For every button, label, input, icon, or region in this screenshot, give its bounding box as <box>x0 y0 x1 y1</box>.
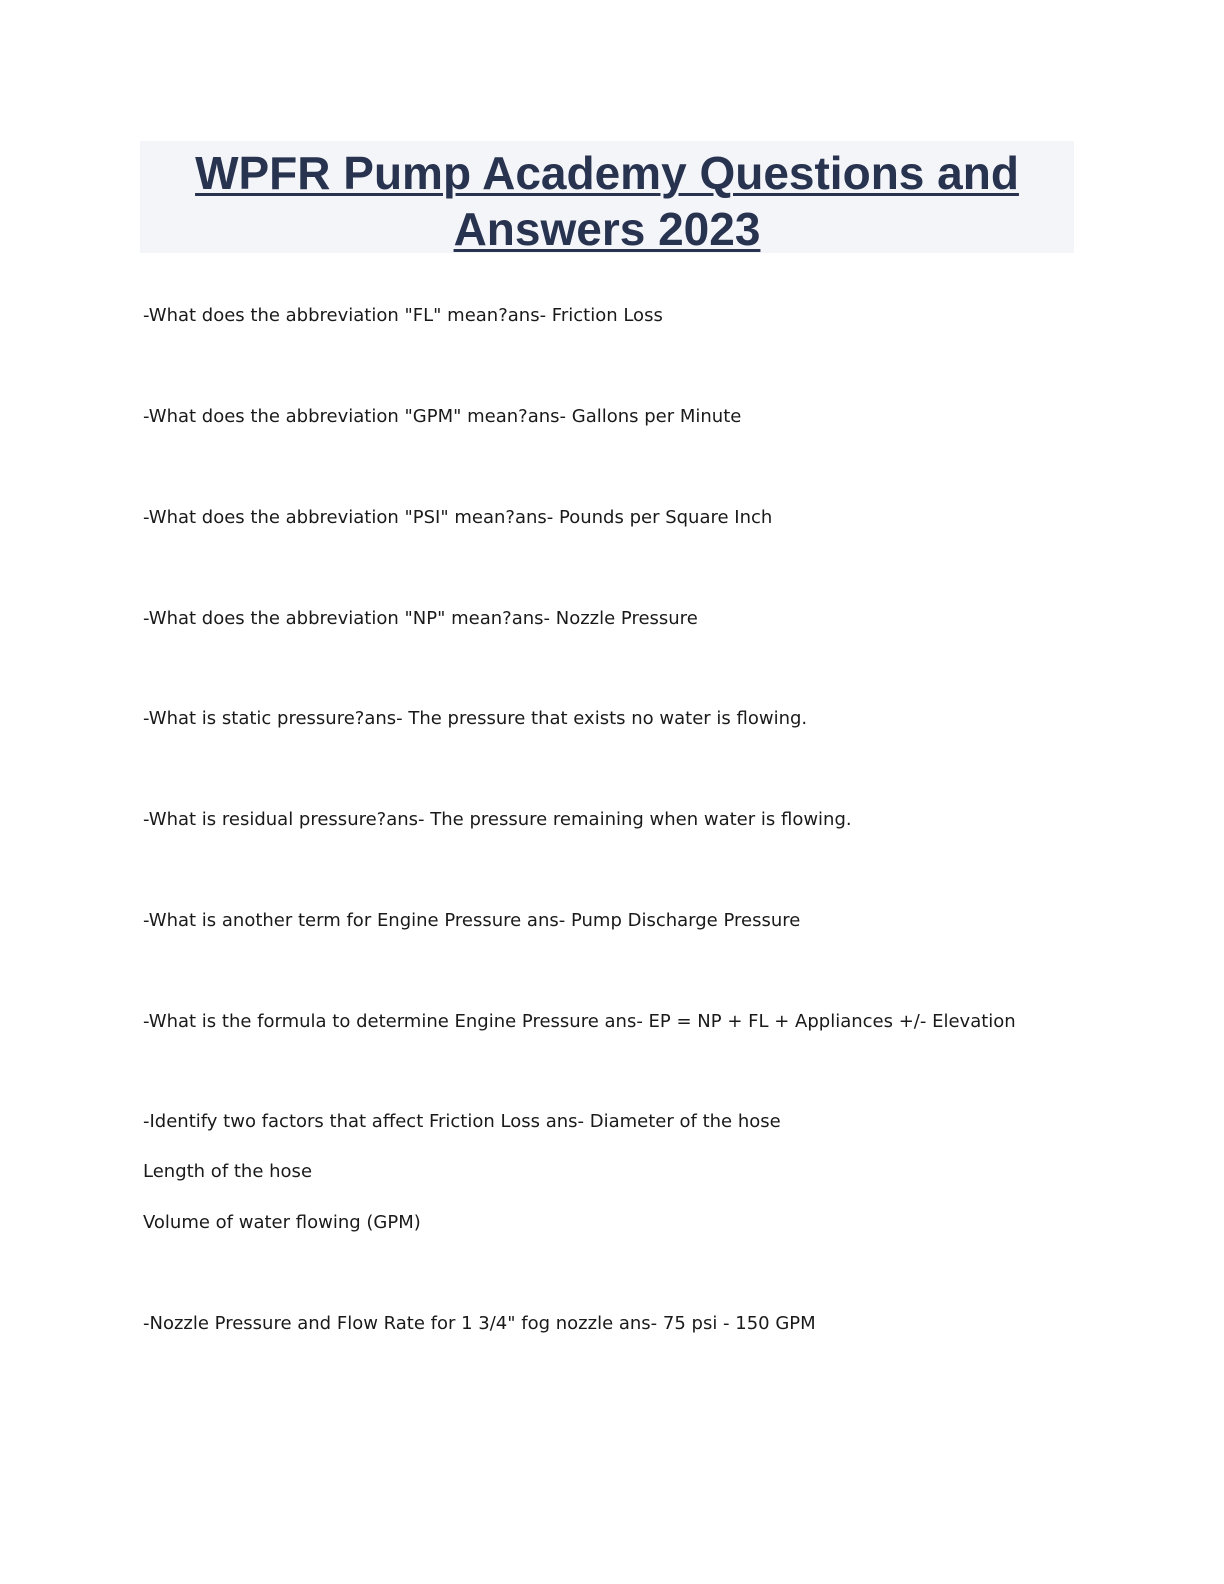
document-title-line-2: Answers 2023 <box>453 203 761 255</box>
qa-item-static-pressure: -What is static pressure?ans- The pressure that exists no water is flowing. <box>143 708 808 729</box>
qa-item-engine-pressure-formula: -What is the formula to determine Engine Pressure ans- EP = NP + FL + Appliances +/- Elevation <box>143 1011 1016 1032</box>
qa-item-friction-loss-factor-length: Length of the hose <box>143 1161 313 1182</box>
qa-item-fog-nozzle: -Nozzle Pressure and Flow Rate for 1 3/4" fog nozzle ans- 75 psi - 150 GPM <box>143 1313 816 1334</box>
qa-item-fl: -What does the abbreviation "FL" mean?ans- Friction Loss <box>143 305 663 326</box>
qa-item-friction-loss-factors: -Identify two factors that affect Friction Loss ans- Diameter of the hose <box>143 1111 781 1132</box>
qa-item-residual-pressure: -What is residual pressure?ans- The pressure remaining when water is flowing. <box>143 809 852 830</box>
title-banner <box>140 141 1074 253</box>
qa-item-np: -What does the abbreviation "NP" mean?ans- Nozzle Pressure <box>143 608 698 629</box>
qa-item-friction-loss-factor-volume: Volume of water flowing (GPM) <box>143 1212 421 1233</box>
document-title-line-1: WPFR Pump Academy Questions and <box>195 147 1019 199</box>
qa-item-engine-pressure-term: -What is another term for Engine Pressure ans- Pump Discharge Pressure <box>143 910 801 931</box>
qa-item-psi: -What does the abbreviation "PSI" mean?ans- Pounds per Square Inch <box>143 507 773 528</box>
qa-item-gpm: -What does the abbreviation "GPM" mean?ans- Gallons per Minute <box>143 406 742 427</box>
